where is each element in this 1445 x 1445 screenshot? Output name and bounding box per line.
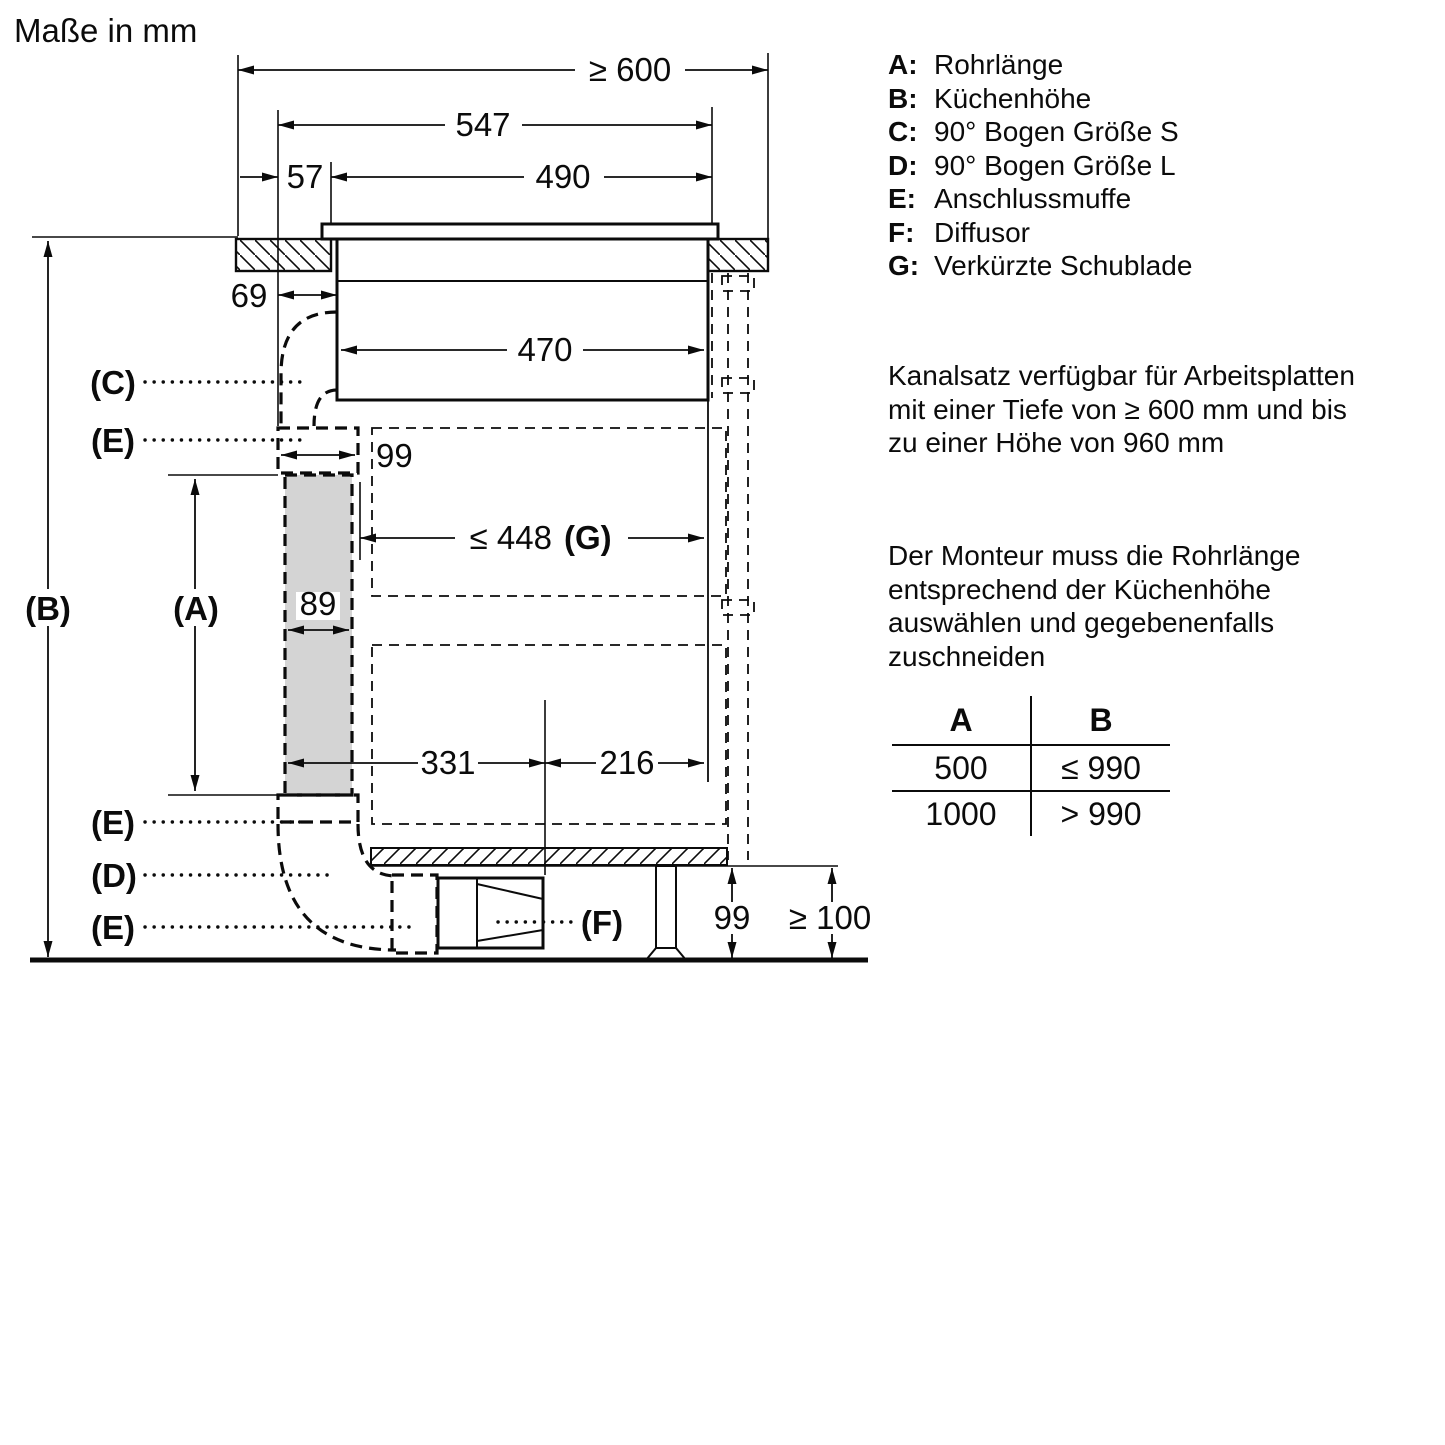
callout-e3: (E) xyxy=(91,909,135,946)
duct-tube xyxy=(285,475,352,795)
table-header-row xyxy=(892,696,1170,745)
table-cell: > 990 xyxy=(1060,795,1142,832)
legend-key: B: xyxy=(888,82,918,114)
bend-s-outer xyxy=(281,312,337,426)
legend-key: G: xyxy=(888,250,920,281)
legend xyxy=(888,48,1192,283)
diffusor-box xyxy=(438,878,543,948)
dim-text-331: 331 xyxy=(420,744,476,781)
legend-key: E: xyxy=(888,183,916,214)
table-row xyxy=(892,745,1170,791)
legend-label: 90° Bogen Größe L xyxy=(934,149,1176,181)
dimension-drawing xyxy=(0,0,890,1000)
legend-key: C: xyxy=(888,116,918,147)
dim-text-99-sleeve: 99 xyxy=(376,437,413,474)
note-installer: Der Monteur muss die Rohrlänge entsprechend der Küchenhöhe auswählen und gegebenenfalls zuschneiden xyxy=(888,540,1301,672)
dim-text-470: 470 xyxy=(517,331,573,368)
dim-text-100: ≥ 100 xyxy=(788,899,872,936)
plinth-foot-shaft xyxy=(656,866,676,948)
legend-key: F: xyxy=(888,216,915,248)
bend-s-inner xyxy=(314,390,337,426)
callout-b: (B) xyxy=(25,590,71,627)
dim-text-600: ≥ 600 xyxy=(588,51,672,88)
legend-label: Diffusor xyxy=(934,216,1030,248)
table-cell: 1000 xyxy=(892,791,1031,836)
dim-text-57: 57 xyxy=(286,158,324,195)
bend-l-outer xyxy=(278,824,396,950)
note-availability: Kanalsatz verfügbar für Arbeitsplatten mit einer Tiefe von ≥ 600 mm und bis zu einer Höhe von 960 mm xyxy=(888,360,1355,458)
table-row xyxy=(892,791,1170,836)
sleeve-diffusor xyxy=(392,875,437,953)
legend-label: Rohrlänge xyxy=(934,49,1064,80)
dim-text-448: ≤ 448 xyxy=(469,519,552,556)
table-cell: ≤ 990 xyxy=(1031,745,1170,791)
legend-item xyxy=(888,115,1192,149)
structure xyxy=(30,224,868,960)
worktop-front-block xyxy=(236,239,331,271)
channel-joint-3 xyxy=(722,600,754,615)
callout-e1: (E) xyxy=(91,422,135,459)
callout-e2: (E) xyxy=(91,804,135,841)
table-header-a: A xyxy=(892,696,1031,745)
channel-joint-1 xyxy=(722,276,754,291)
dim-text-490: 490 xyxy=(535,158,591,195)
channel-joint-2 xyxy=(722,378,754,393)
dim-text-547: 547 xyxy=(455,106,511,143)
callout-f: (F) xyxy=(580,904,624,941)
page-title: Maße in mm xyxy=(14,12,198,49)
dim-text-99-plinth: 99 xyxy=(713,899,751,936)
legend-label: Küchenhöhe xyxy=(934,82,1092,114)
callout-d: (D) xyxy=(91,857,137,894)
legend-item xyxy=(888,149,1192,183)
dim-text-89: 89 xyxy=(299,585,337,622)
hob-body xyxy=(337,239,708,400)
sleeve-bottom xyxy=(278,795,358,822)
drawer-lower xyxy=(372,645,726,824)
legend-label: Verkürzte Schublade xyxy=(934,250,1193,281)
table-cell: 500 xyxy=(892,745,1031,791)
callout-a: (A) xyxy=(173,590,219,627)
hob-glass-plate xyxy=(322,224,718,239)
worktop-rear-block xyxy=(708,239,768,271)
sleeve-top xyxy=(278,428,358,473)
dim-text-216: 216 xyxy=(599,744,655,781)
legend-key: D: xyxy=(888,149,918,181)
dim-text-448-key: (G) xyxy=(564,519,612,556)
legend-label: Anschlussmuffe xyxy=(934,183,1132,214)
legend-item xyxy=(888,82,1192,116)
dim-text-69: 69 xyxy=(230,277,268,314)
shortened-drawer-upper xyxy=(372,428,726,596)
cabinet-bottom-board xyxy=(371,848,727,865)
callout-c: (C) xyxy=(90,364,136,401)
pipe-length-table xyxy=(892,696,1170,836)
legend-item xyxy=(888,249,1192,283)
table-header-b: B xyxy=(1031,696,1170,745)
legend-item xyxy=(888,182,1192,216)
legend-item xyxy=(888,48,1192,82)
legend-key: A: xyxy=(888,49,918,80)
legend-label: 90° Bogen Größe S xyxy=(934,116,1179,147)
legend-item xyxy=(888,216,1192,250)
